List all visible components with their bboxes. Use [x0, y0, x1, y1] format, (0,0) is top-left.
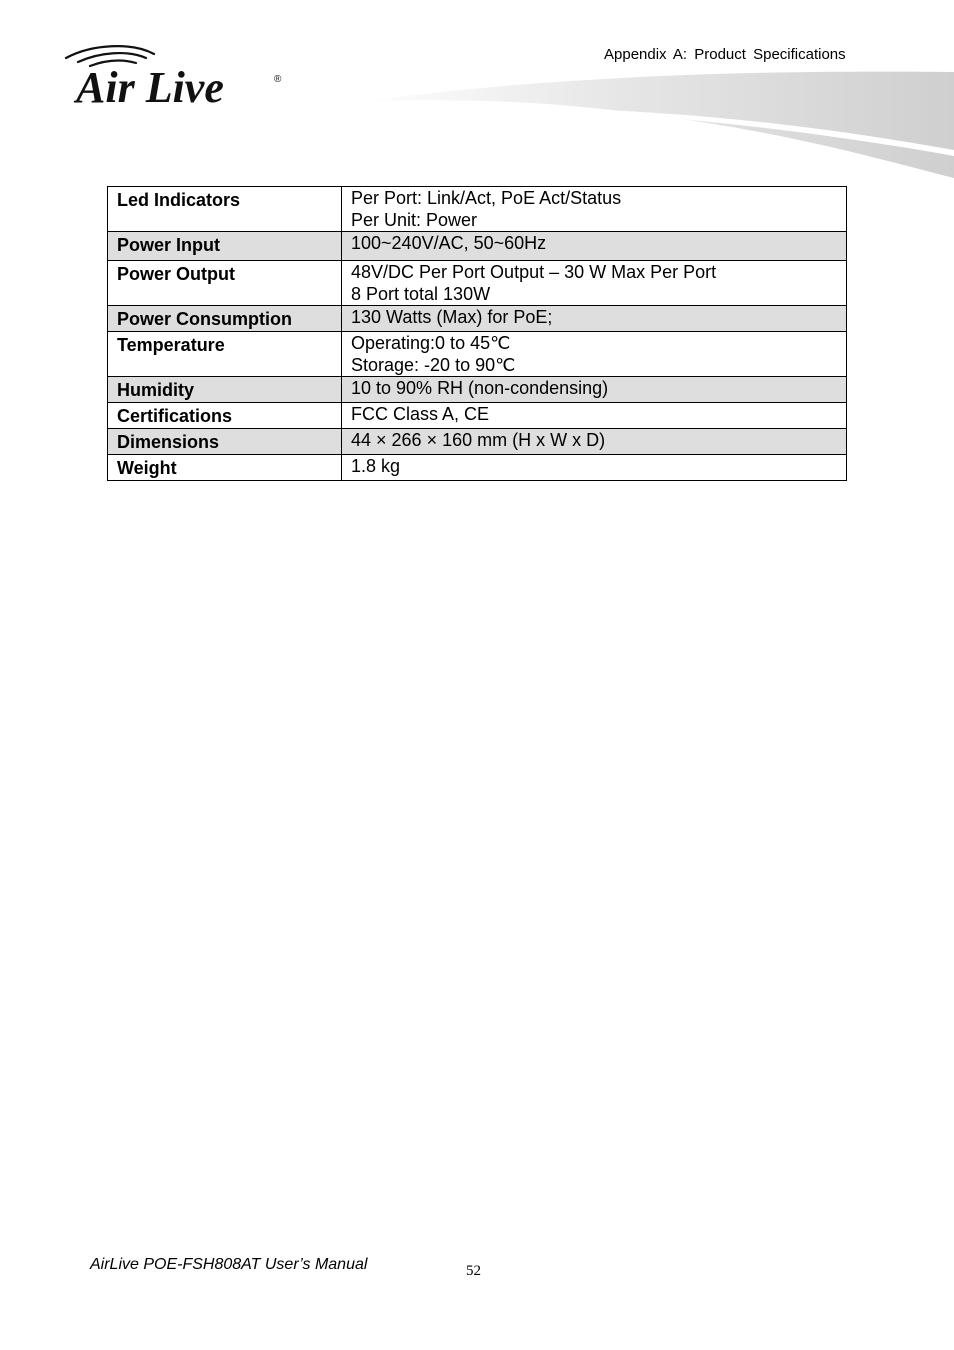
- spec-value-line: Per Port: Link/Act, PoE Act/Status: [351, 188, 622, 208]
- footer-manual-title: AirLive POE-FSH808AT User’s Manual: [90, 1256, 368, 1273]
- spec-label: Power Output: [108, 261, 342, 306]
- spec-value: [342, 429, 847, 455]
- spec-value-line: 130 Watts (Max) for PoE;: [351, 307, 553, 327]
- spec-value-line: 8 Port total 130W: [351, 284, 491, 304]
- spec-label: Power Consumption: [108, 306, 342, 332]
- spec-value-line: Storage: -20 to 90℃: [351, 355, 516, 375]
- table-row: [108, 261, 847, 306]
- table-row: [108, 232, 847, 261]
- spec-value: [342, 261, 847, 306]
- spec-value-line: 44 × 266 × 160 mm (H x W x D): [351, 430, 606, 450]
- logo-wordmark: Air Live: [76, 63, 224, 112]
- page-number: 52: [466, 1263, 481, 1279]
- table-row: [108, 455, 847, 481]
- registered-mark: ®: [274, 74, 282, 85]
- spec-value: [342, 232, 847, 261]
- spec-value-line: 48V/DC Per Port Output – 30 W Max Per Port: [351, 262, 717, 282]
- table-row: [108, 377, 847, 403]
- spec-label: Weight: [108, 455, 342, 481]
- spec-value-line: 100~240V/AC, 50~60Hz: [351, 233, 547, 253]
- spec-value-line: FCC Class A, CE: [351, 404, 490, 424]
- table-row: [108, 332, 847, 377]
- spec-value-line: Operating:0 to 45℃: [351, 333, 511, 353]
- section-title: Appendix A: Product Specifications: [604, 46, 846, 63]
- spec-value: [342, 377, 847, 403]
- airlive-logo: [62, 40, 292, 112]
- specifications-table: [107, 186, 847, 481]
- table-row: [108, 429, 847, 455]
- spec-value: [342, 187, 847, 232]
- spec-value: [342, 306, 847, 332]
- table-row: [108, 187, 847, 232]
- spec-label: Dimensions: [108, 429, 342, 455]
- spec-value: [342, 455, 847, 481]
- spec-label: Temperature: [108, 332, 342, 377]
- spec-label: Certifications: [108, 403, 342, 429]
- table-row: [108, 403, 847, 429]
- spec-label: Led Indicators: [108, 187, 342, 232]
- table-row: [108, 306, 847, 332]
- spec-label: Power Input: [108, 232, 342, 261]
- spec-label: Humidity: [108, 377, 342, 403]
- spec-value-line: 1.8 kg: [351, 456, 401, 476]
- spec-value-line: Per Unit: Power: [351, 210, 478, 230]
- spec-value: [342, 332, 847, 377]
- spec-value-line: 10 to 90% RH (non-condensing): [351, 378, 609, 398]
- spec-value: [342, 403, 847, 429]
